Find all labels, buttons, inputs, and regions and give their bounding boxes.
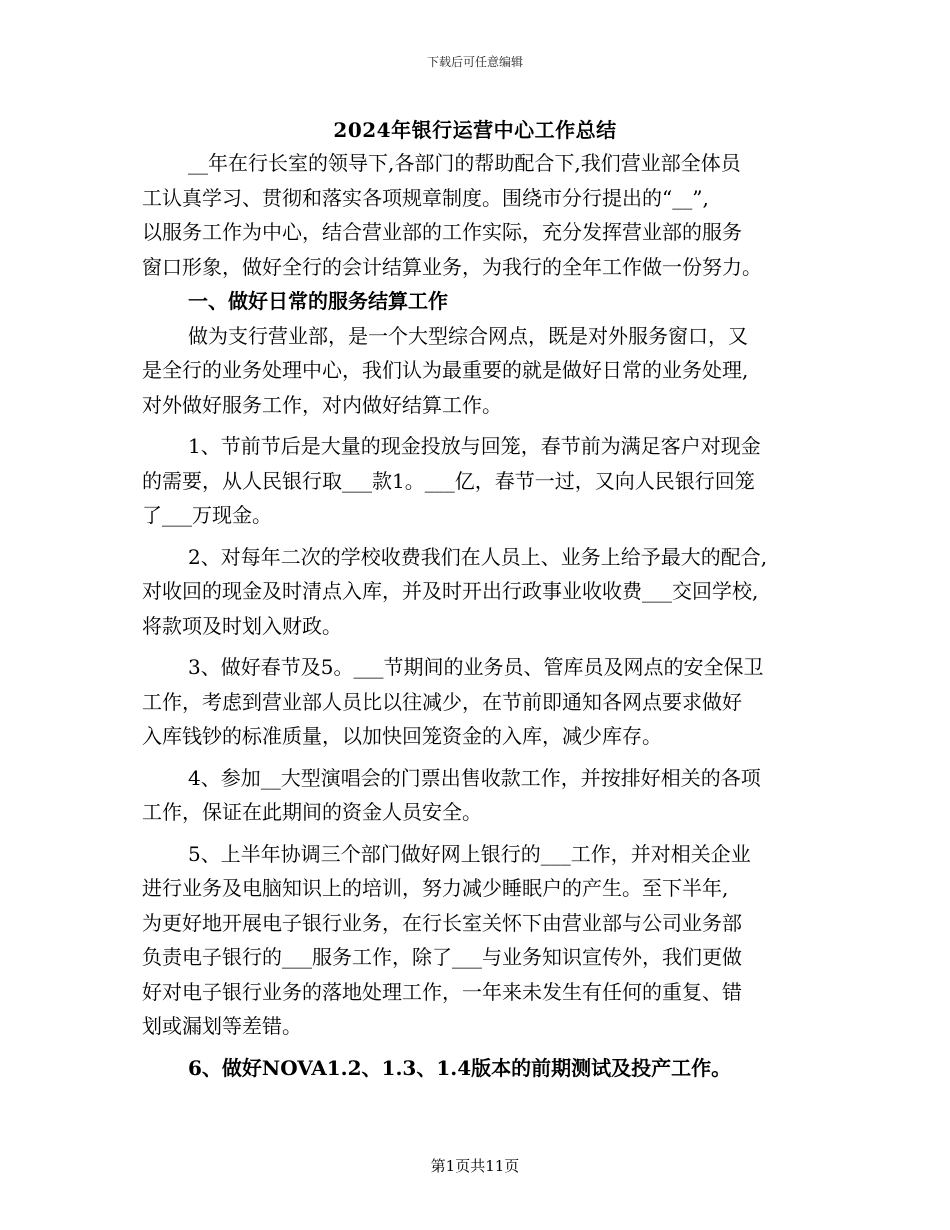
paragraph-line: 5、上半年协调三个部门做好网上银行的___工作，并对相关企业 [188,841,751,866]
paragraph-line: 了___万现金。 [142,503,272,527]
paragraph-line: 以服务工作为中心，结合营业部的工作实际，充分发挥营业部的服务 [142,220,742,244]
paragraph-line: 对外做好服务工作，对内做好结算工作。 [142,392,502,417]
paragraph-line: __年在行长室的领导下,各部门的帮助配合下,我们营业部全体员 [188,151,741,175]
paragraph-line: 工作，考虑到营业部人员比以往减少，在节前即通知各网点要求做好 [142,689,742,714]
paragraph-line: 将款项及时划入财政。 [142,613,342,638]
paragraph-line: 为更好地开展电子银行业务，在行长室关怀下由营业部与公司业务部 [142,910,742,935]
paragraph-line: 窗口形象，做好全行的会计结算业务，为我行的全年工作做一份努力。 [142,254,762,279]
section-heading: 一、做好日常的服务结算工作 [188,289,448,313]
paragraph-line: 对收回的现金及时清点入库，并及时开出行政事业收收费___交回学校, [142,579,759,603]
paragraph-line: 划或漏划等差错。 [142,1014,302,1038]
paragraph-line: 负责电子银行的___服务工作，除了___与业务知识宣传外，我们更做 [142,945,742,969]
page-number: 第1页共11页 [430,1157,520,1175]
paragraph-line: 工作，保证在此期间的资金人员安全。 [142,800,482,824]
paragraph-line: 做为支行营业部，是一个大型综合网点，既是对外服务窗口，又 [188,323,748,348]
document-body [142,146,812,1085]
paragraph-line: 1、节前节后是大量的现金投放与回笼，春节前为满足客户对现金 [188,434,761,458]
paragraph-line: 入库钱钞的标准质量，以加快回笼资金的入库，减少库存。 [142,724,662,748]
document-title: 2024年银行运营中心工作总结 [333,118,617,142]
paragraph-line: 2、对每年二次的学校收费我们在人员上、业务上给予最大的配合, [188,544,768,569]
section-heading: 6、做好NOVA1.2、1.3、1.4版本的前期测试及投产工作。 [188,1055,732,1080]
paragraph-line: 进行业务及电脑知识上的培训，努力减少睡眠户的产生。至下半年, [142,876,729,900]
paragraph-line: 3、做好春节及5。___节期间的业务员、管库员及网点的安全保卫 [188,655,764,679]
paragraph-line: 是全行的业务处理中心，我们认为最重要的就是做好日常的业务处理, [142,358,749,382]
paragraph-line: 4、参加__大型演唱会的门票出售收款工作，并按排好相关的各项 [188,765,761,790]
page-header-note: 下载后可任意编辑 [426,55,523,69]
paragraph-line: 的需要，从人民银行取___款1。___亿，春节一过，又向人民银行回笼 [142,468,755,493]
paragraph-line: 工认真学习、贯彻和落实各项规章制度。围绕市分行提出的“__”, [142,185,709,210]
paragraph-line: 好对电子银行业务的落地处理工作，一年来未发生有任何的重复、错 [142,979,742,1004]
